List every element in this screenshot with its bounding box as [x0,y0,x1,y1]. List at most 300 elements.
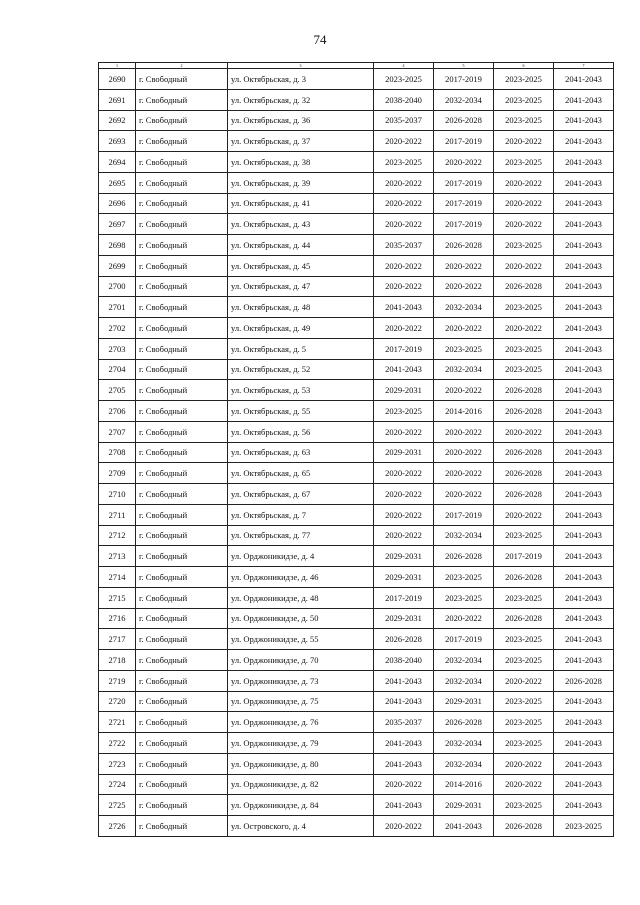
period-cell-5: 2023-2025 [434,587,494,608]
row-number: 2717 [99,629,136,650]
city-cell: г. Свободный [136,774,228,795]
table-row [99,380,614,401]
table-row [99,359,614,380]
period-cell-6: 2023-2025 [494,338,554,359]
period-cell-4: 2029-2031 [374,567,434,588]
period-cell-4: 2020-2022 [374,484,434,505]
address-cell: ул. Орджоникидзе, д. 46 [228,567,374,588]
period-cell-6: 2026-2028 [494,816,554,837]
period-cell-4: 2020-2022 [374,816,434,837]
period-cell-4: 2038-2040 [374,89,434,110]
city-cell: г. Свободный [136,712,228,733]
row-number: 2701 [99,297,136,318]
period-cell-6: 2023-2025 [494,650,554,671]
address-cell: ул. Октябрьская, д. 36 [228,110,374,131]
period-cell-5: 2041-2043 [434,816,494,837]
row-number: 2722 [99,733,136,754]
period-cell-6: 2026-2028 [494,276,554,297]
row-number: 2710 [99,484,136,505]
city-cell: г. Свободный [136,152,228,173]
period-cell-6: 2023-2025 [494,235,554,256]
period-cell-5: 2032-2034 [434,670,494,691]
period-cell-5: 2020-2022 [434,442,494,463]
address-cell: ул. Октябрьская, д. 56 [228,421,374,442]
period-cell-7: 2041-2043 [554,172,614,193]
page-number: 74 [313,32,327,47]
period-cell-7: 2041-2043 [554,193,614,214]
period-cell-6: 2023-2025 [494,69,554,90]
period-cell-5: 2020-2022 [434,318,494,339]
table-row [99,587,614,608]
period-cell-5: 2032-2034 [434,650,494,671]
city-cell: г. Свободный [136,276,228,297]
period-cell-5: 2020-2022 [434,380,494,401]
row-number: 2693 [99,131,136,152]
row-number: 2725 [99,795,136,816]
period-cell-4: 2020-2022 [374,131,434,152]
city-cell: г. Свободный [136,318,228,339]
period-cell-5: 2017-2019 [434,172,494,193]
period-cell-5: 2032-2034 [434,89,494,110]
city-cell: г. Свободный [136,235,228,256]
city-cell: г. Свободный [136,608,228,629]
address-cell: ул. Октябрьская, д. 43 [228,214,374,235]
period-cell-7: 2041-2043 [554,401,614,422]
row-number: 2692 [99,110,136,131]
city-cell: г. Свободный [136,380,228,401]
period-cell-7: 2041-2043 [554,463,614,484]
period-cell-7: 2041-2043 [554,297,614,318]
row-number: 2694 [99,152,136,173]
period-cell-6: 2020-2022 [494,318,554,339]
period-cell-7: 2026-2028 [554,670,614,691]
period-cell-6: 2026-2028 [494,463,554,484]
period-cell-5: 2029-2031 [434,691,494,712]
row-number: 2708 [99,442,136,463]
address-cell: ул. Октябрьская, д. 32 [228,89,374,110]
period-cell-7: 2041-2043 [554,587,614,608]
address-cell: ул. Орджоникидзе, д. 79 [228,733,374,754]
table-row [99,525,614,546]
period-cell-4: 2020-2022 [374,255,434,276]
period-cell-5: 2020-2022 [434,608,494,629]
period-cell-6: 2026-2028 [494,380,554,401]
table-row [99,795,614,816]
address-cell: ул. Орджоникидзе, д. 70 [228,650,374,671]
city-cell: г. Свободный [136,69,228,90]
period-cell-7: 2041-2043 [554,276,614,297]
period-cell-4: 2035-2037 [374,110,434,131]
row-number: 2707 [99,421,136,442]
address-cell: ул. Октябрьская, д. 77 [228,525,374,546]
period-cell-5: 2014-2016 [434,401,494,422]
period-cell-6: 2020-2022 [494,193,554,214]
period-cell-5: 2023-2025 [434,338,494,359]
period-cell-4: 2020-2022 [374,504,434,525]
city-cell: г. Свободный [136,214,228,235]
table-row [99,691,614,712]
table-row [99,255,614,276]
row-number: 2713 [99,546,136,567]
period-cell-7: 2041-2043 [554,338,614,359]
period-cell-5: 2014-2016 [434,774,494,795]
period-cell-4: 2041-2043 [374,297,434,318]
period-cell-5: 2020-2022 [434,484,494,505]
city-cell: г. Свободный [136,463,228,484]
column-number: 5 [434,63,494,69]
period-cell-6: 2020-2022 [494,214,554,235]
address-cell: ул. Октябрьская, д. 37 [228,131,374,152]
row-number: 2690 [99,69,136,90]
city-cell: г. Свободный [136,629,228,650]
address-cell: ул. Октябрьская, д. 3 [228,69,374,90]
row-number: 2702 [99,318,136,339]
period-cell-5: 2017-2019 [434,504,494,525]
period-cell-7: 2041-2043 [554,774,614,795]
row-number: 2711 [99,504,136,525]
table-row [99,214,614,235]
period-cell-5: 2017-2019 [434,193,494,214]
row-number: 2709 [99,463,136,484]
period-cell-6: 2026-2028 [494,401,554,422]
table-row [99,401,614,422]
period-cell-7: 2041-2043 [554,504,614,525]
period-cell-6: 2023-2025 [494,297,554,318]
city-cell: г. Свободный [136,442,228,463]
city-cell: г. Свободный [136,297,228,318]
period-cell-6: 2023-2025 [494,525,554,546]
period-cell-6: 2026-2028 [494,442,554,463]
table-row [99,712,614,733]
column-number: 7 [554,63,614,69]
row-number: 2719 [99,670,136,691]
period-cell-5: 2029-2031 [434,795,494,816]
period-cell-6: 2023-2025 [494,712,554,733]
period-cell-6: 2020-2022 [494,670,554,691]
period-cell-5: 2017-2019 [434,214,494,235]
period-cell-6: 2020-2022 [494,131,554,152]
city-cell: г. Свободный [136,421,228,442]
address-cell: ул. Орджоникидзе, д. 76 [228,712,374,733]
city-cell: г. Свободный [136,255,228,276]
period-cell-4: 2026-2028 [374,629,434,650]
address-cell: ул. Орджоникидзе, д. 50 [228,608,374,629]
row-number: 2712 [99,525,136,546]
column-number: 3 [228,63,374,69]
period-cell-7: 2041-2043 [554,712,614,733]
period-cell-5: 2017-2019 [434,69,494,90]
period-cell-4: 2020-2022 [374,421,434,442]
table-row [99,608,614,629]
address-cell: ул. Октябрьская, д. 7 [228,504,374,525]
address-cell: ул. Островского, д. 4 [228,816,374,837]
period-cell-7: 2041-2043 [554,795,614,816]
period-cell-7: 2041-2043 [554,255,614,276]
period-cell-6: 2020-2022 [494,753,554,774]
period-cell-4: 2035-2037 [374,712,434,733]
table-row [99,297,614,318]
period-cell-7: 2041-2043 [554,110,614,131]
period-cell-6: 2017-2019 [494,546,554,567]
table-row [99,276,614,297]
city-cell: г. Свободный [136,338,228,359]
period-cell-7: 2041-2043 [554,567,614,588]
period-cell-6: 2023-2025 [494,89,554,110]
period-cell-4: 2029-2031 [374,380,434,401]
period-cell-5: 2020-2022 [434,463,494,484]
address-cell: ул. Октябрьская, д. 55 [228,401,374,422]
period-cell-5: 2023-2025 [434,567,494,588]
period-cell-4: 2023-2025 [374,152,434,173]
row-number: 2723 [99,753,136,774]
period-cell-5: 2026-2028 [434,235,494,256]
table-row [99,774,614,795]
row-number: 2695 [99,172,136,193]
city-cell: г. Свободный [136,650,228,671]
period-cell-7: 2041-2043 [554,235,614,256]
address-cell: ул. Октябрьская, д. 47 [228,276,374,297]
table-row [99,442,614,463]
table-row [99,670,614,691]
address-cell: ул. Орджоникидзе, д. 4 [228,546,374,567]
period-cell-6: 2023-2025 [494,795,554,816]
period-cell-5: 2020-2022 [434,152,494,173]
table-row [99,816,614,837]
period-cell-6: 2023-2025 [494,359,554,380]
row-number: 2706 [99,401,136,422]
period-cell-6: 2023-2025 [494,110,554,131]
city-cell: г. Свободный [136,484,228,505]
table-row [99,131,614,152]
period-cell-7: 2041-2043 [554,69,614,90]
address-cell: ул. Орджоникидзе, д. 73 [228,670,374,691]
period-cell-4: 2029-2031 [374,546,434,567]
period-cell-6: 2020-2022 [494,172,554,193]
period-cell-7: 2041-2043 [554,89,614,110]
table-row [99,338,614,359]
address-cell: ул. Орджоникидзе, д. 84 [228,795,374,816]
period-cell-4: 2017-2019 [374,338,434,359]
address-cell: ул. Октябрьская, д. 44 [228,235,374,256]
period-cell-5: 2020-2022 [434,255,494,276]
period-cell-4: 2020-2022 [374,318,434,339]
row-number: 2696 [99,193,136,214]
city-cell: г. Свободный [136,504,228,525]
row-number: 2724 [99,774,136,795]
city-cell: г. Свободный [136,567,228,588]
address-cell: ул. Октябрьская, д. 52 [228,359,374,380]
table-row [99,753,614,774]
period-cell-6: 2026-2028 [494,484,554,505]
period-cell-4: 2020-2022 [374,172,434,193]
row-number: 2697 [99,214,136,235]
period-cell-4: 2020-2022 [374,214,434,235]
address-cell: ул. Октябрьская, д. 65 [228,463,374,484]
city-cell: г. Свободный [136,525,228,546]
period-cell-7: 2041-2043 [554,753,614,774]
row-number: 2718 [99,650,136,671]
table-row [99,193,614,214]
period-cell-5: 2032-2034 [434,359,494,380]
row-number: 2703 [99,338,136,359]
period-cell-7: 2041-2043 [554,733,614,754]
period-cell-4: 2041-2043 [374,359,434,380]
row-number: 2704 [99,359,136,380]
period-cell-5: 2026-2028 [434,110,494,131]
row-number: 2705 [99,380,136,401]
city-cell: г. Свободный [136,691,228,712]
period-cell-5: 2032-2034 [434,733,494,754]
period-cell-4: 2020-2022 [374,193,434,214]
city-cell: г. Свободный [136,172,228,193]
city-cell: г. Свободный [136,816,228,837]
period-cell-4: 2023-2025 [374,69,434,90]
period-cell-5: 2017-2019 [434,629,494,650]
address-cell: ул. Орджоникидзе, д. 82 [228,774,374,795]
table-row [99,650,614,671]
period-cell-4: 2041-2043 [374,691,434,712]
city-cell: г. Свободный [136,587,228,608]
period-cell-4: 2029-2031 [374,442,434,463]
table-row [99,89,614,110]
period-cell-7: 2041-2043 [554,442,614,463]
period-cell-4: 2041-2043 [374,733,434,754]
row-number: 2699 [99,255,136,276]
period-cell-5: 2017-2019 [434,131,494,152]
address-cell: ул. Орджоникидзе, д. 80 [228,753,374,774]
column-number: 4 [374,63,434,69]
city-cell: г. Свободный [136,401,228,422]
table-row [99,69,614,90]
table-row [99,504,614,525]
address-cell: ул. Октябрьская, д. 53 [228,380,374,401]
period-cell-4: 2020-2022 [374,276,434,297]
row-number: 2715 [99,587,136,608]
city-cell: г. Свободный [136,733,228,754]
period-cell-4: 2020-2022 [374,463,434,484]
city-cell: г. Свободный [136,795,228,816]
period-cell-7: 2041-2043 [554,608,614,629]
row-number: 2720 [99,691,136,712]
city-cell: г. Свободный [136,670,228,691]
address-cell: ул. Октябрьская, д. 45 [228,255,374,276]
period-cell-6: 2023-2025 [494,691,554,712]
period-cell-6: 2020-2022 [494,255,554,276]
city-cell: г. Свободный [136,193,228,214]
address-cell: ул. Октябрьская, д. 39 [228,172,374,193]
period-cell-4: 2035-2037 [374,235,434,256]
address-cell: ул. Октябрьская, д. 63 [228,442,374,463]
period-cell-5: 2032-2034 [434,525,494,546]
period-cell-5: 2032-2034 [434,753,494,774]
row-number: 2726 [99,816,136,837]
address-cell: ул. Орджоникидзе, д. 55 [228,629,374,650]
city-cell: г. Свободный [136,89,228,110]
period-cell-4: 2041-2043 [374,670,434,691]
row-number: 2700 [99,276,136,297]
period-cell-7: 2041-2043 [554,691,614,712]
period-cell-5: 2020-2022 [434,276,494,297]
period-cell-7: 2041-2043 [554,214,614,235]
table-row [99,235,614,256]
row-number: 2721 [99,712,136,733]
period-cell-6: 2023-2025 [494,629,554,650]
period-cell-6: 2023-2025 [494,587,554,608]
period-cell-6: 2026-2028 [494,567,554,588]
period-cell-7: 2041-2043 [554,318,614,339]
period-cell-6: 2020-2022 [494,774,554,795]
period-cell-4: 2020-2022 [374,774,434,795]
period-cell-7: 2041-2043 [554,359,614,380]
period-cell-7: 2041-2043 [554,421,614,442]
period-cell-4: 2041-2043 [374,753,434,774]
period-cell-5: 2026-2028 [434,712,494,733]
period-cell-5: 2032-2034 [434,297,494,318]
city-cell: г. Свободный [136,753,228,774]
city-cell: г. Свободный [136,110,228,131]
schedule-table [98,62,614,837]
address-cell: ул. Октябрьская, д. 49 [228,318,374,339]
table-row [99,152,614,173]
period-cell-6: 2026-2028 [494,608,554,629]
row-number: 2691 [99,89,136,110]
period-cell-4: 2029-2031 [374,608,434,629]
table-row [99,629,614,650]
table-row [99,421,614,442]
period-cell-7: 2041-2043 [554,546,614,567]
city-cell: г. Свободный [136,359,228,380]
table-row [99,546,614,567]
row-number: 2716 [99,608,136,629]
address-cell: ул. Октябрьская, д. 5 [228,338,374,359]
table-row [99,484,614,505]
period-cell-7: 2041-2043 [554,131,614,152]
column-number: 2 [136,63,228,69]
period-cell-7: 2041-2043 [554,650,614,671]
period-cell-4: 2041-2043 [374,795,434,816]
period-cell-5: 2026-2028 [434,546,494,567]
period-cell-6: 2020-2022 [494,421,554,442]
table-row [99,172,614,193]
period-cell-6: 2023-2025 [494,733,554,754]
period-cell-7: 2041-2043 [554,152,614,173]
column-number: 6 [494,63,554,69]
period-cell-4: 2017-2019 [374,587,434,608]
period-cell-6: 2023-2025 [494,152,554,173]
period-cell-7: 2041-2043 [554,484,614,505]
table-row [99,733,614,754]
address-cell: ул. Октябрьская, д. 48 [228,297,374,318]
address-cell: ул. Октябрьская, д. 67 [228,484,374,505]
column-number: 1 [99,63,136,69]
table-row [99,110,614,131]
period-cell-7: 2023-2025 [554,816,614,837]
city-cell: г. Свободный [136,546,228,567]
address-cell: ул. Орджоникидзе, д. 75 [228,691,374,712]
period-cell-4: 2038-2040 [374,650,434,671]
period-cell-4: 2020-2022 [374,525,434,546]
period-cell-7: 2041-2043 [554,380,614,401]
address-cell: ул. Октябрьская, д. 41 [228,193,374,214]
row-number: 2714 [99,567,136,588]
period-cell-5: 2020-2022 [434,421,494,442]
address-cell: ул. Орджоникидзе, д. 48 [228,587,374,608]
address-cell: ул. Октябрьская, д. 38 [228,152,374,173]
period-cell-7: 2041-2043 [554,525,614,546]
row-number: 2698 [99,235,136,256]
table-row [99,567,614,588]
period-cell-4: 2023-2025 [374,401,434,422]
